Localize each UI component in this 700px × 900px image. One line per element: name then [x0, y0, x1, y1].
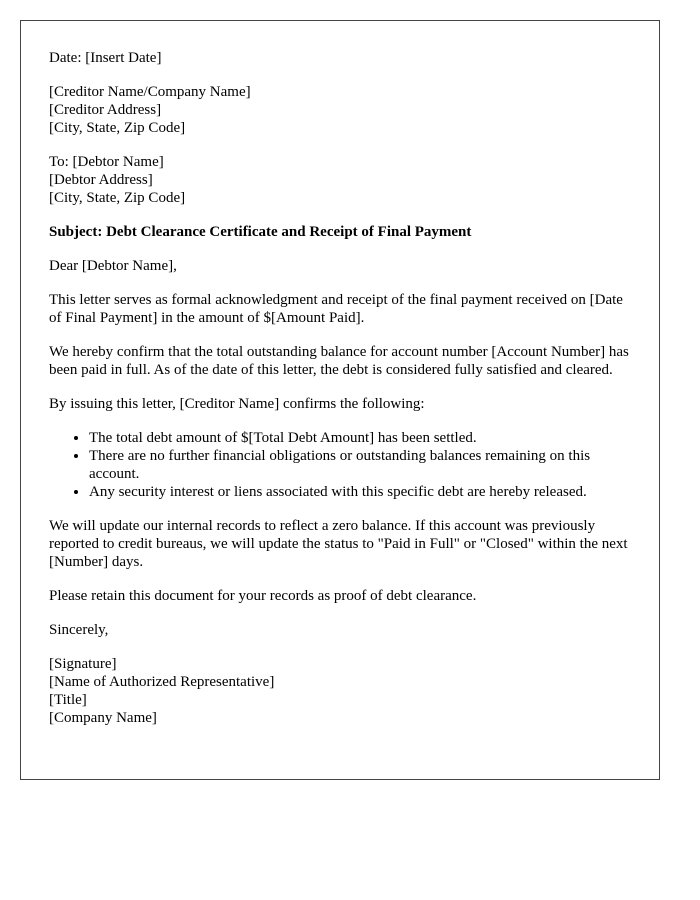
paragraph-receipt: This letter serves as formal acknowledgment and receipt of the final payment received on [Date of Final Payment] in the amount of $[Amount Paid].: [49, 292, 623, 326]
confirmation-list: [49, 429, 631, 501]
debtor-address: [Debtor Address]: [49, 172, 153, 188]
debtor-block: [49, 153, 631, 207]
creditor-name: [Creditor Name/Company Name]: [49, 84, 251, 100]
creditor-address: [Creditor Address]: [49, 102, 162, 118]
salutation: Dear [Debtor Name],: [49, 258, 177, 274]
list-item: • There are no further financial obligations or outstanding balances remaining on this account.: [89, 447, 631, 483]
date-line: Date: [Insert Date]: [49, 50, 162, 66]
paragraph-records-update: We will update our internal records to reflect a zero balance. If this account was previously reported to credit bureaus, we will update the status to "Paid in Full" or "Closed" within the next [Number] days.: [49, 518, 628, 570]
list-item: • The total debt amount of $[Total Debt Amount] has been settled.: [89, 429, 631, 447]
debtor-to: To: [Debtor Name]: [49, 154, 164, 170]
signature-block: [49, 655, 631, 727]
subject-line: Subject: Debt Clearance Certificate and Receipt of Final Payment: [49, 224, 472, 240]
representative-title: [Title]: [49, 692, 87, 708]
paragraph-retain: Please retain this document for your records as proof of debt clearance.: [49, 588, 477, 604]
company-name: [Company Name]: [49, 710, 157, 726]
letter-document: [20, 20, 660, 780]
debtor-city: [City, State, Zip Code]: [49, 190, 186, 206]
creditor-city: [City, State, Zip Code]: [49, 120, 186, 136]
paragraph-intro-list: By issuing this letter, [Creditor Name] confirms the following:: [49, 396, 425, 412]
list-item: • Any security interest or liens associated with this specific debt are hereby released.: [89, 483, 631, 501]
creditor-block: [49, 83, 631, 137]
representative-name: [Name of Authorized Representative]: [49, 674, 275, 690]
signature: [Signature]: [49, 656, 117, 672]
closing: Sincerely,: [49, 622, 109, 638]
paragraph-confirmation: We hereby confirm that the total outstanding balance for account number [Account Number] has been paid in full. As of the date of this letter, the debt is considered fully satisfied and cleared.: [49, 344, 629, 378]
